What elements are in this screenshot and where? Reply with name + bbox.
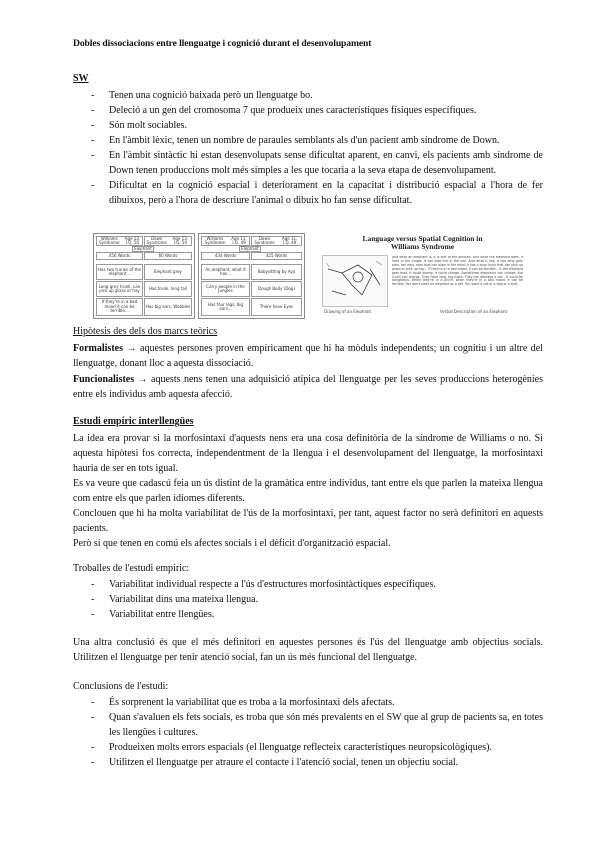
conclusions-heading: Conclusions de l'estudi: bbox=[73, 681, 169, 692]
fig1-row2-left: Long grey trunk, can pick up grass or hay bbox=[96, 281, 143, 297]
study-heading: Estudi empíric interllengües bbox=[73, 416, 194, 427]
fig2-row2-left: Carry people in the Jungles bbox=[201, 281, 250, 297]
sw-list bbox=[73, 88, 543, 208]
fig3-title-line2: Williams Syndrome bbox=[390, 242, 455, 251]
fig2-row2-right: Dough Body (Dog) bbox=[251, 281, 302, 297]
findings-heading: Troballes de l'estudi empíric: bbox=[73, 563, 190, 574]
study-paragraph-3: Conclouen que hi ha molta variabilitat de l'ús de la morfosintaxi, per tant, aquest factor no serà definitori en aquests pacients. bbox=[73, 508, 543, 534]
fig1-count-right: 60 Words bbox=[144, 252, 192, 260]
list-item: - Utilitzen el llenguatge per atraure el contacte i l'atenció social, tenen un objectiu social. bbox=[73, 755, 543, 770]
fig1-row2-right: Has trunk, long tail bbox=[144, 281, 192, 297]
fig1-head-left: Williams Syndrome Age 13, I.Q. 50 bbox=[96, 236, 143, 246]
other-conclusion-paragraph: Una altra conclusió és que el més definitori en aquestes persones és l'ús del llenguatge amb objectius socials. Utilitzen el llenguatge per tenir atenció social, fan un ús més funcional del llenguatge. bbox=[73, 637, 543, 663]
list-item: - En l'àmbit sintàctic hi estan desenvolupats sense dificultat aparent, en canvi, els pacients amb síndrome de Down tenen produccions molt més simples a les que tocaria a la seva etapa de desenvolupament. bbox=[73, 148, 543, 178]
figure-table-williams-down-1 bbox=[93, 233, 195, 319]
fig1-count-left: 456 Words bbox=[96, 252, 143, 260]
figure-table-williams-down-2 bbox=[198, 233, 305, 319]
fig2-head-right: Down Syndrome Age 11, I.Q. 49 bbox=[251, 236, 302, 246]
findings-list bbox=[73, 577, 543, 622]
fig3-verbal-description: And what an elephant is, it is one of the animals. And what the elephant does, it lives in the jungle. It can also live in the zoo. And what it has, it has long gray ears, fan ears, ears that can blow in the wind. It has a long trunk that can pick up grass or pick up hay... If they're in a bad mood, it can be terrible... If the elephant gets mad, it could stomp; it could charge. Sometimes elephants can charge, like a bull can charge. They have long, big tusks. They can damage a car... It could be dangerous. When they're in a pinch, when they're in a bad mood, it can be terrible. You don't want an elephant as a pet. You want a cat or a dog or a bird. bbox=[392, 256, 523, 287]
fig2-row3-right: There have Eyes bbox=[251, 298, 302, 316]
fig3-caption-left: Drawing of an Elephant bbox=[324, 309, 372, 314]
fig2-head-left: Williams Syndrome Age 11, I.Q. 49 bbox=[201, 236, 250, 246]
fig3-title-line1: Language versus Spatial Cognition in bbox=[362, 234, 483, 243]
fig2-count-right: 425 Words bbox=[251, 252, 302, 260]
list-item: - Són molt sociables. bbox=[73, 118, 543, 133]
list-item: - Variabilitat individual respecte a l'ús d'estructures morfosintàctiques específiques. bbox=[73, 577, 543, 592]
formalists-label: Formalistes → bbox=[73, 343, 137, 354]
study-paragraph-2: Es va veure que cadascú feia un ús distint de la gramàtica entre individus, tant entre els que parlen la mateixa llengua com entre els que parlen idiomes diferents. bbox=[73, 478, 543, 504]
fig2-count-left: 434 Words bbox=[201, 252, 250, 260]
functionalists-paragraph bbox=[73, 372, 543, 402]
fig2-row1-right: Babysitting by Aya bbox=[251, 264, 302, 280]
list-item: - Variabilitat dins una mateixa llengua. bbox=[73, 592, 543, 607]
fig1-head-right: Down Syndrome Age 13, I.Q. 50 bbox=[144, 236, 192, 246]
list-item: - Quan s'avaluen els fets socials, es troba que són més prevalents en el SW que al grup de pacients sa, en totes les llengües i cultures. bbox=[73, 710, 543, 740]
fig1-word: Elephant bbox=[132, 246, 154, 252]
list-item: - És sorprenent la variabilitat que es troba a la morfosintaxi dels afectats. bbox=[73, 695, 543, 710]
fig1-row3-right: Has big ears, Wobbles bbox=[144, 298, 192, 316]
list-item: - Tenen una cognició baixada però un llenguatge bo. bbox=[73, 88, 543, 103]
figure-language-vs-spatial bbox=[320, 235, 525, 317]
list-item: - Produeixen molts errors espacials (el llenguatge reflecteix característiques neuropsicològiques). bbox=[73, 740, 543, 755]
fig2-row1-left: An elephant, what it has... bbox=[201, 264, 250, 280]
list-item: - Dificultat en la cognició espacial i deteriorament en la capacitat i distribució espacial a l'hora de fer dibuixos, però a l'hora de descriure l'animal o dibuix ho fan sense dificultat. bbox=[73, 178, 543, 208]
list-item: - Variabilitat entre llengües. bbox=[73, 607, 543, 622]
elephant-drawing-image bbox=[322, 255, 388, 307]
sw-heading: SW bbox=[73, 73, 89, 84]
hypotheses-heading: Hipòtesis des dels dos marcs teòrics bbox=[73, 326, 218, 337]
fig1-row1-left: Has two trunks of the elephant... bbox=[96, 264, 143, 280]
formalists-text: aquestes persones proven empíricament que hi ha mòduls independents; un cognitiu i un altre del llenguatge, donant lloc a aquesta dissociació. bbox=[73, 343, 543, 369]
fig2-word: Elephant bbox=[239, 246, 261, 252]
list-item: - Deleció a un gen del cromosoma 7 que produeix unes característiques físiques específiques. bbox=[73, 103, 543, 118]
fig1-row3-left: If they're in a bad mood it can be terrible... bbox=[96, 298, 143, 316]
conclusions-list bbox=[73, 695, 543, 770]
functionalists-text: aquests nens tenen una adquisició atípica del llenguatge per les seves produccions heterogènies entre els individus amb aquesta afecció. bbox=[73, 374, 543, 400]
study-paragraph-4: Però sí que tenen en comú els afectes socials i el dèficit d'organització espacial. bbox=[73, 538, 391, 549]
document-title: Dobles dissociacions entre llenguatge i cognició durant el desenvolupament bbox=[73, 38, 372, 49]
list-item: - En l'àmbit lèxic, tenen un nombre de paraules semblants als d'un pacient amb síndrome de Down. bbox=[73, 133, 543, 148]
study-paragraph-1: La idea era provar si la morfosintaxi d'aquests nens era una cosa definitòria de la síndrome de Williams o no. Si aquesta hipòtesi fos correcta, independentment de la llengua i el desenvolupament del llenguatge, la morfosintaxi hauria de ser en tots igual. bbox=[73, 433, 543, 474]
fig3-caption-right: Verbal Description of an Elephant bbox=[440, 309, 508, 314]
functionalists-label: Funcionalistes → bbox=[73, 374, 148, 385]
fig1-row1-right: Elephant grey bbox=[144, 264, 192, 280]
fig2-row3-left: Has four legs, big ears... bbox=[201, 298, 250, 316]
formalists-paragraph bbox=[73, 341, 543, 371]
